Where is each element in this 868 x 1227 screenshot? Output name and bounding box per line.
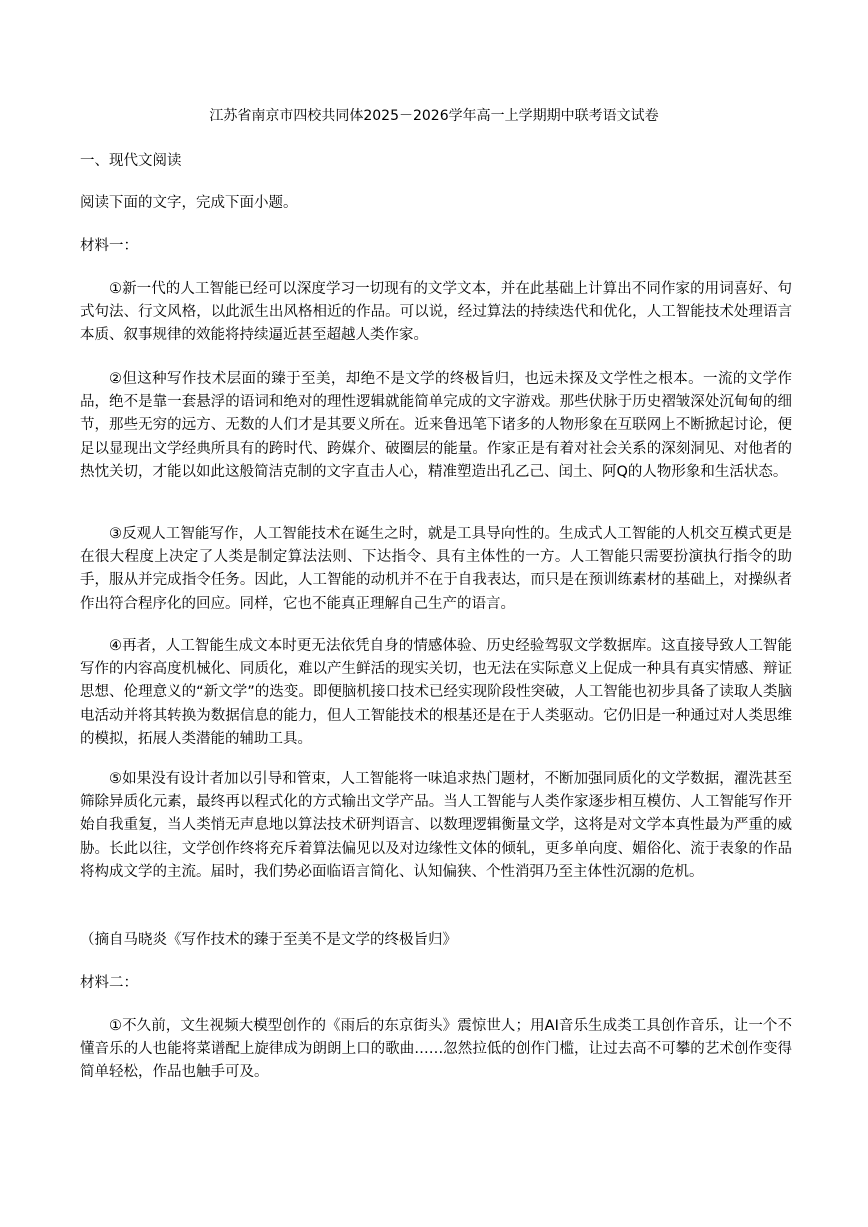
material-one-label: 材料一： [80, 238, 138, 254]
material-one-source: （摘自马晓炎《写作技术的臻于至美不是文学的终极旨归》 [80, 932, 457, 948]
section-heading: 一、现代文阅读 [80, 153, 182, 169]
material-one-paragraph-4: ④再者，人工智能生成文本时更无法依凭自身的情感体验、历史经验驾驭文学数据库。这直接导致人工智能写作的内容高度机械化、同质化，难以产生鲜活的现实关切，也无法在实际意义上促成一种具有真实情感、辩证思想、伦理意义的“新文学”的迭变。即便脑机接口技术已经实现阶段性突破，人工智能也初步具备了读取人类脑电活动并将其转换为数据信息的能力，但人工智能技术的根基还是在于人类驱动。它仍旧是一种通过对人类思维的模拟，拓展人类潜能的辅助工具。 [80, 638, 792, 747]
material-one-paragraph-2: ②但这种写作技术层面的臻于至美，却绝不是文学的终极旨归，也远未探及文学性之根本。一流的文学作品，绝不是靠一套悬浮的语词和绝对的理性逻辑就能简单完成的文字游戏。那些伏脉于历史褶皱深处沉甸甸的细节，那些无穷的远方、无数的人们才是其要义所在。近来鲁迅笔下诸多的人物形象在互联网上不断掀起讨论，便足以显现出文学经典所具有的跨时代、跨媒介、破圈层的能量。作家正是有着对社会关系的深刻洞见、对他者的热忱关切，才能以如此这般简洁克制的文字直击人心，精准塑造出孔乙己、闰土、阿Q的人物形象和生活状态。 [80, 371, 792, 480]
material-two-paragraph-1: ①不久前，文生视频大模型创作的《雨后的东京街头》震惊世人；用AI音乐生成类工具创作音乐，让一个不懂音乐的人也能将菜谱配上旋律成为朗朗上口的歌曲……忽然拉低的创作门槛，让过去高不可攀的艺术创作变得简单轻松，作品也触手可及。 [80, 1018, 792, 1081]
material-two-label: 材料二： [80, 975, 138, 991]
reading-instruction: 阅读下面的文字，完成下面小题。 [80, 195, 298, 211]
material-one-paragraph-1: ①新一代的人工智能已经可以深度学习一切现有的文学文本，并在此基础上计算出不同作家的用词喜好、句式句法、行文风格，以此派生出风格相近的作品。可以说，经过算法的持续迭代和优化，人工智能技术处理语言本质、叙事规律的效能将持续逼近甚至超越人类作家。 [80, 281, 792, 344]
material-one-paragraph-5: ⑤如果没有设计者加以引导和管束，人工智能将一味追求热门题材，不断加强同质化的文学数据，濯洗甚至筛除异质化元素，最终再以程式化的方式输出文学产品。当人工智能与人类作家逐步相互模仿、人工智能写作开始自我重复，当人类悄无声息地以算法技术研判语言、以数理逻辑衡量文学，这将是对文学本真性最为严重的威胁。长此以往，文学创作终将充斥着算法偏见以及对边缘性文体的倾轧，更多单向度、媚俗化、流于表象的作品将构成文学的主流。届时，我们势必面临语言简化、认知偏狭、个性消弭乃至主体性沉溺的危机。 [80, 771, 792, 880]
material-one-paragraph-3: ③反观人工智能写作，人工智能技术在诞生之时，就是工具导向性的。生成式人工智能的人机交互模式更是在很大程度上决定了人类是制定算法法则、下达指令、具有主体性的一方。人工智能只需要扮演执行指令的助手，服从并完成指令任务。因此，人工智能的动机并不在于自我表达，而只是在预训练素材的基础上，对操纵者作出符合程序化的回应。同样，它也不能真正理解自己生产的语言。 [80, 526, 792, 612]
document-title: 江苏省南京市四校共同体2025－2026学年高一上学期期中联考语文试卷 [209, 108, 659, 124]
